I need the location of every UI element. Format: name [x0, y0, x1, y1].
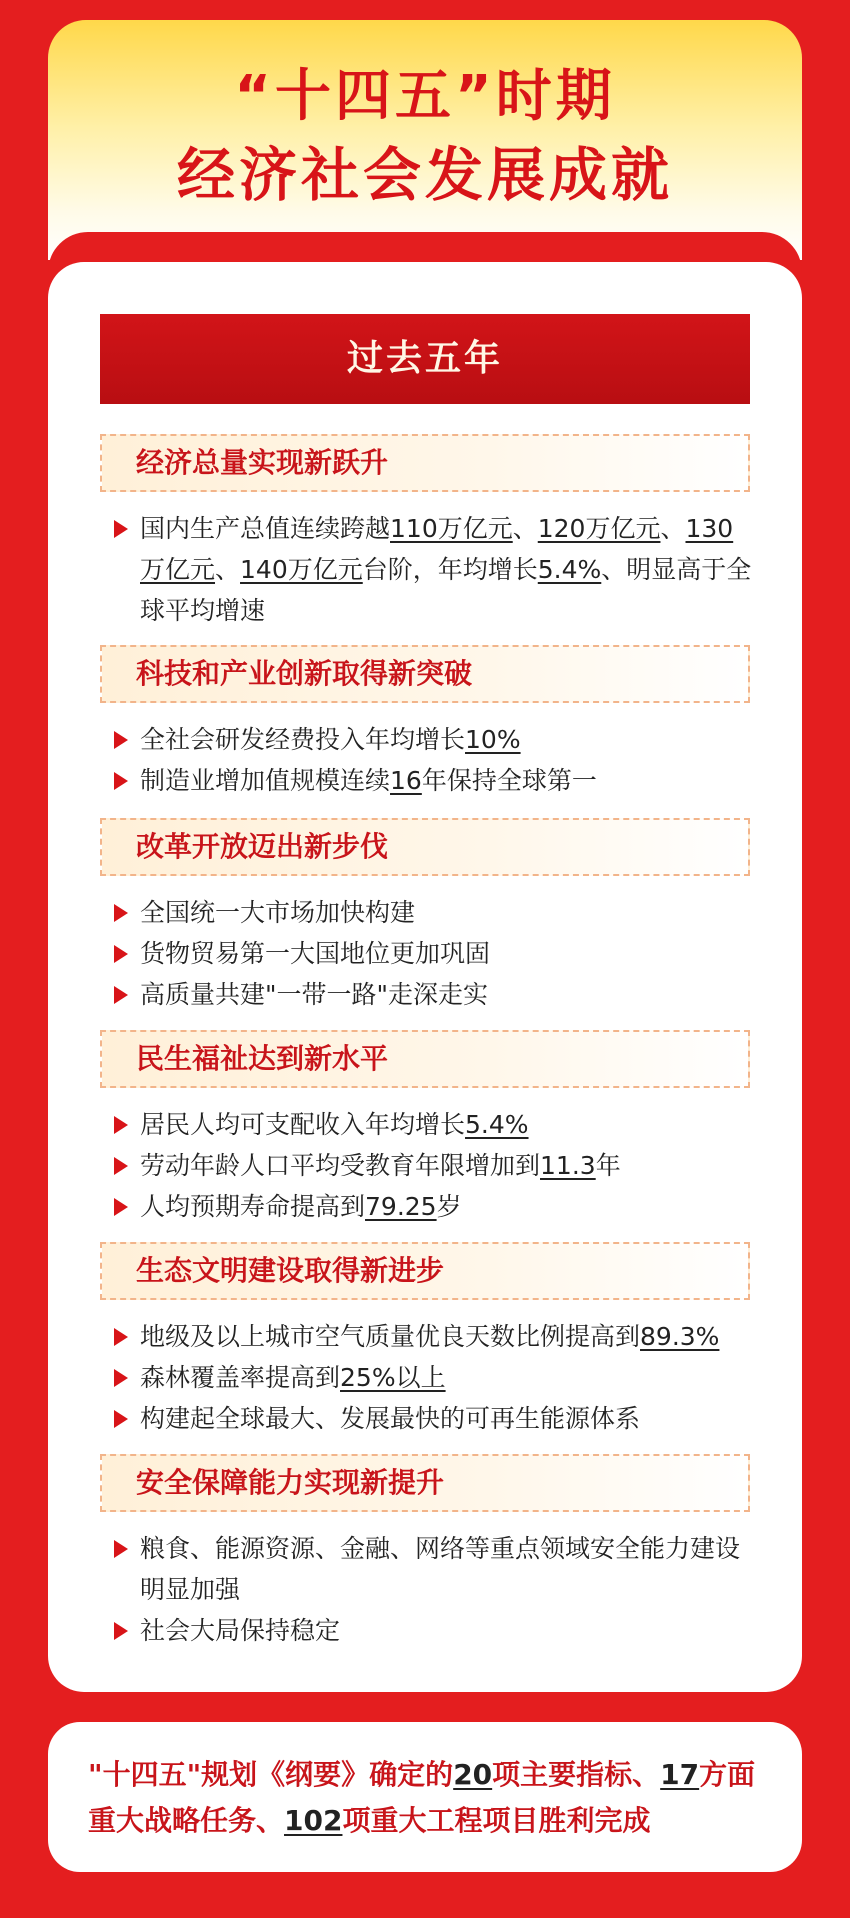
section-title: 经济总量实现新跃升	[100, 434, 750, 492]
bullet-triangle-icon	[114, 1116, 128, 1134]
text-run: 国内生产总值连续跨越	[140, 514, 391, 543]
highlight-value: 17	[660, 1758, 700, 1791]
list-item	[100, 1104, 760, 1145]
text-run: 项主要指标、	[492, 1758, 661, 1791]
list-item	[100, 1610, 760, 1651]
highlight-value: 5.4%	[465, 1110, 529, 1139]
bullet-triangle-icon	[114, 520, 128, 538]
text-run: 、	[512, 514, 538, 543]
highlight-value: 102	[284, 1804, 343, 1837]
bullet-triangle-icon	[114, 1540, 128, 1558]
bullet-triangle-icon	[114, 945, 128, 963]
highlight-value: 89.3%	[640, 1322, 720, 1351]
text-run: 构建起全球最大、发展最快的可再生能源体系	[140, 1404, 641, 1433]
highlight-value: 120万亿元	[537, 514, 661, 543]
highlight-value: 140万亿元	[240, 555, 363, 584]
achievement-section	[100, 434, 760, 631]
text-run: 劳动年龄人口平均受教育年限增加到	[140, 1151, 541, 1180]
text-run: 居民人均可支配收入年均增长	[140, 1110, 466, 1139]
list-item	[100, 1316, 760, 1357]
highlight-value: 20	[453, 1758, 493, 1791]
section-title: 生态文明建设取得新进步	[100, 1242, 750, 1300]
page-title-line1: “十四五”时期	[234, 64, 616, 129]
highlight-value: 79.25	[365, 1192, 437, 1221]
bullet-list	[100, 1316, 760, 1439]
footer-summary	[48, 1722, 802, 1872]
text-run: "十四五"规划《纲要》确定的	[88, 1758, 454, 1791]
text-run: 项重大工程项目胜利完成	[342, 1804, 651, 1837]
list-item	[100, 508, 760, 631]
bullet-list	[100, 1104, 760, 1227]
list-item	[100, 1186, 760, 1227]
highlight-value: 110万亿元	[390, 514, 513, 543]
highlight-value: 16	[390, 766, 422, 795]
text-run: 地级及以上城市空气质量优良天数比例提高到	[140, 1322, 641, 1351]
list-item	[100, 719, 760, 760]
list-item	[100, 1528, 760, 1610]
achievement-section	[100, 645, 760, 801]
list-item	[100, 1398, 760, 1439]
text-run: 全国统一大市场加快构建	[140, 898, 416, 927]
text-run: 人均预期寿命提高到	[140, 1192, 366, 1221]
text-run: 、明显高于全球平均增速	[140, 555, 752, 625]
bullet-triangle-icon	[114, 1157, 128, 1175]
bullet-list	[100, 719, 760, 801]
text-run: 岁	[436, 1192, 462, 1221]
bullet-triangle-icon	[114, 1622, 128, 1640]
achievement-section	[100, 1242, 760, 1439]
highlight-value: 25%以上	[340, 1363, 446, 1392]
highlight-value: 5.4%	[537, 555, 602, 584]
text-run: 全社会研发经费投入年均增长	[140, 725, 466, 754]
bullet-triangle-icon	[114, 1198, 128, 1216]
page-title-line2: 经济社会发展成就	[176, 141, 673, 209]
text-run: 、	[215, 555, 241, 584]
list-item	[100, 974, 760, 1015]
achievement-section	[100, 1454, 760, 1651]
text-run: 台阶，年均增长	[362, 555, 538, 584]
bullet-triangle-icon	[114, 772, 128, 790]
bullet-list	[100, 892, 760, 1015]
list-item	[100, 760, 760, 801]
section-title: 民生福祉达到新水平	[100, 1030, 750, 1088]
list-item	[100, 892, 760, 933]
section-title: 科技和产业创新取得新突破	[100, 645, 750, 703]
section-title: 安全保障能力实现新提升	[100, 1454, 750, 1512]
text-run: 高质量共建"一带一路"走深走实	[140, 980, 488, 1009]
bullet-list	[100, 1528, 760, 1651]
list-item	[100, 1357, 760, 1398]
text-run: 货物贸易第一大国地位更加巩固	[140, 939, 491, 968]
bullet-list	[100, 508, 760, 631]
bullet-triangle-icon	[114, 1410, 128, 1428]
bullet-triangle-icon	[114, 1369, 128, 1387]
bullet-triangle-icon	[114, 904, 128, 922]
list-item	[100, 1145, 760, 1186]
section-banner: 过去五年	[100, 314, 750, 404]
text-run: 制造业增加值规模连续	[140, 766, 391, 795]
text-run: 年保持全球第一	[421, 766, 597, 795]
achievement-section	[100, 818, 760, 1015]
highlight-value: 11.3	[540, 1151, 596, 1180]
bullet-triangle-icon	[114, 1328, 128, 1346]
achievement-section	[100, 1030, 760, 1227]
highlight-value: 10%	[465, 725, 521, 754]
section-title: 改革开放迈出新步伐	[100, 818, 750, 876]
text-run: 年	[595, 1151, 621, 1180]
text-run: 粮食、能源资源、金融、网络等重点领域安全能力建设明显加强	[140, 1534, 741, 1604]
text-run: 社会大局保持稳定	[140, 1616, 341, 1645]
bullet-triangle-icon	[114, 731, 128, 749]
text-run: 森林覆盖率提高到	[140, 1363, 341, 1392]
bullet-triangle-icon	[114, 986, 128, 1004]
text-run: 、	[660, 514, 686, 543]
highlight-value: 130万亿元	[140, 514, 734, 584]
text-run: 方面重大战略任务、	[88, 1758, 756, 1837]
list-item	[100, 933, 760, 974]
